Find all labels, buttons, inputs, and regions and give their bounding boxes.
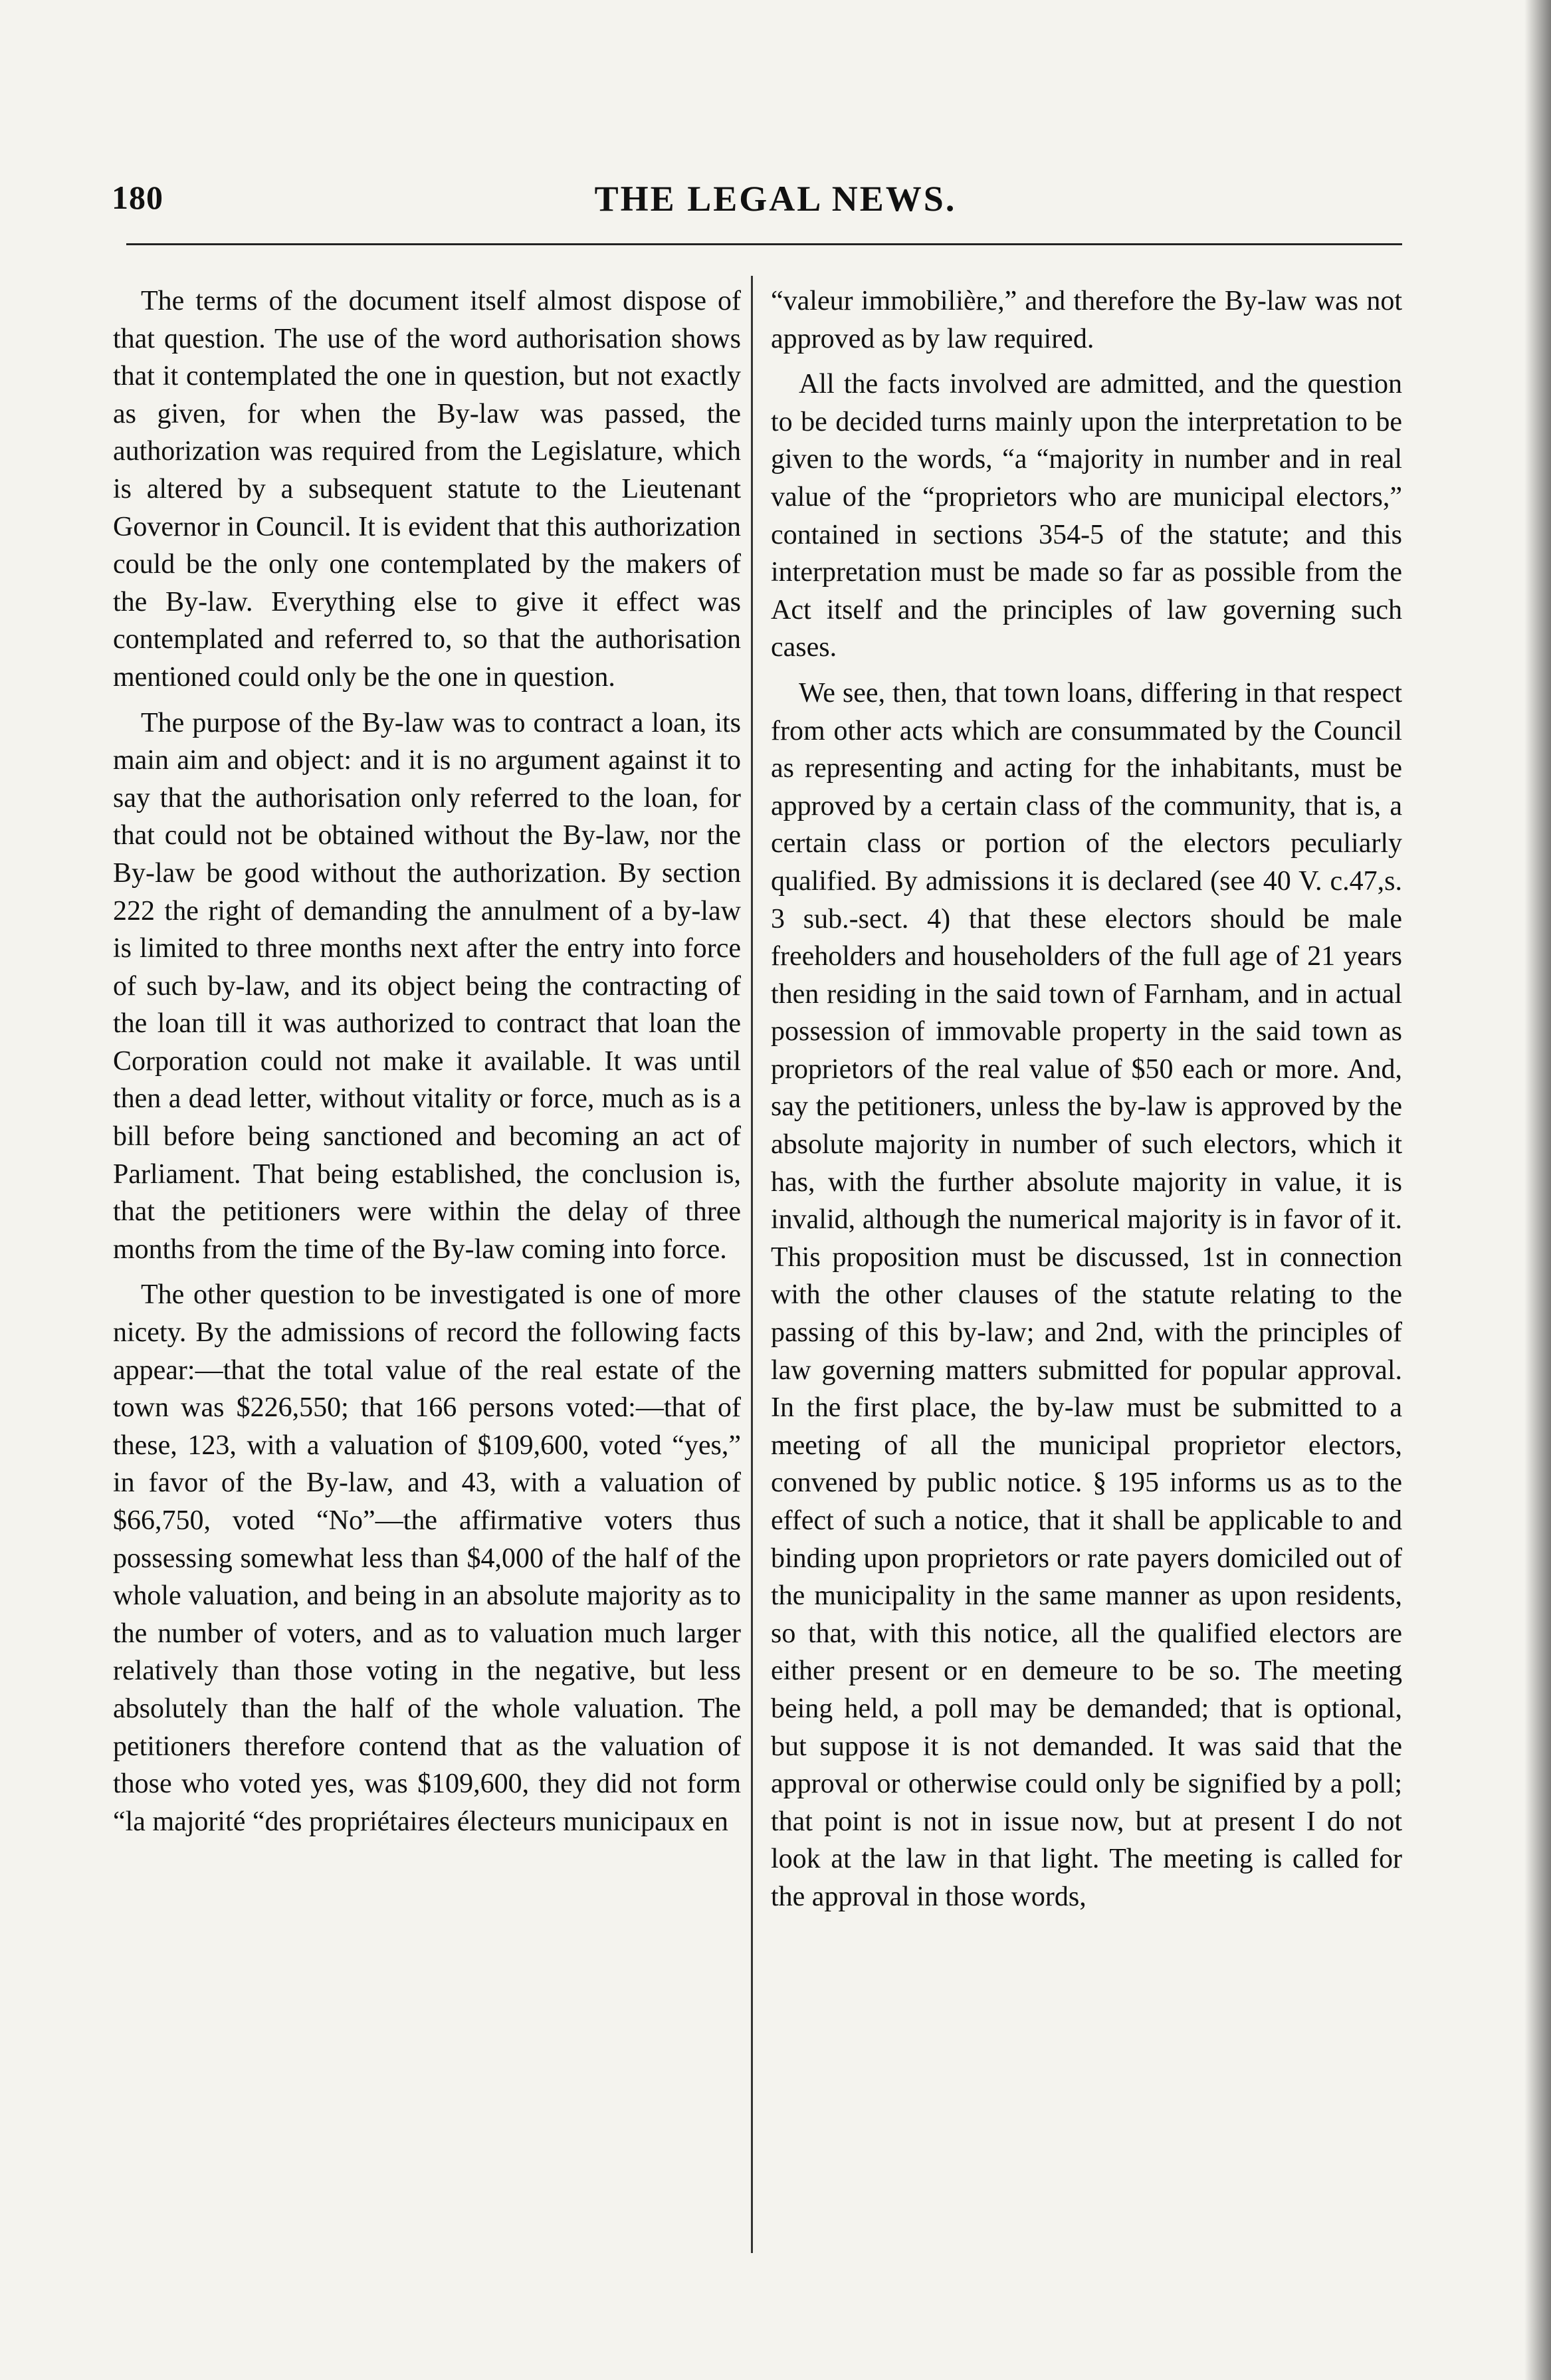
page-number: 180 [112, 179, 163, 216]
paragraph: The terms of the document itself almost dispose of that question. The use of the word authorisation shows that it contemplated the one in question, but not exactly as given, for when the By-law was passed, the authorization was required from the Legislature, which is altered by a subsequent statute to the Lieutenant Governor in Council. It is evident that this authorization could be the only one contemplated by the makers of the By-law. Everything else to give it effect was contemplated and referred to, so that the authorisation mentioned could only be the one in question. [113, 286, 741, 693]
paragraph: The other question to be investigated is one of more nicety. By the admissions of record the following facts appear:—that the total value of the real estate of the town was $226,550; that 166 persons voted:—that of these, 123, with a valuation of $109,600, voted “yes,” in favor of the By-law, and 43, with a valuation of $66,750, voted “No”—the affirmative voters thus possessing somewhat less than $4,000 of the half of the whole valuation, and being in an absolute majority as to the number of voters, and as to valuation much larger relatively than those voting in the negative, but less absolutely than the half of the whole valuation. The petitioners therefore contend that as the valuation of those who voted yes, was $109,600, they did not form “la majorité “des propriétaires électeurs municipaux en [113, 1279, 741, 1837]
header-rule [126, 243, 1402, 245]
paragraph: “valeur immobilière,” and therefore the By-law was not approved as by law required. [771, 286, 1402, 354]
paragraph: We see, then, that town loans, differing in that respect from other acts which are consummated by the Council as representing and acting for the inhabitants, must be approved by a certain class of the community, that is, a certain class or portion of the electors peculiarly qualified. By admissions it is declared (see 40 V. c.47,s. 3 sub.-sect. 4) that these electors should be male freeholders and householders of the full age of 21 years then residing in the said town of Farnham, and in actual possession of immovable property in the said town as proprietors of the real value of $50 each or more. And, say the petitioners, unless the by-law is approved by the absolute majority in number of such electors, which it has, with the further absolute majority in value, it is invalid, although the numerical majority is in favor of it. This proposition must be discussed, 1st in connection with the other clauses of the statute relating to the passing of this by-law; and 2nd, with the principles of law governing matters submitted for popular approval. In the first place, the by-law must be submitted to a meeting of all the municipal proprietor electors, convened by public notice. § 195 informs us as to the effect of such a notice, that it shall be applicable to and binding upon proprietors or rate payers domiciled out of the municipality in the same manner as upon residents, so that, with this notice, all the qualified electors are either present or en demeure to be so. The meeting being held, a poll may be demanded; that is optional, but suppose it is not demanded. It was said that the approval or otherwise could only be signified by a poll; that point is not in issue now, but at present I do not look at the law in that light. The meeting is called for the approval in those words, [771, 677, 1402, 1912]
left-column [113, 282, 741, 1840]
column-divider [751, 276, 753, 2253]
right-column [771, 282, 1402, 1916]
paragraph: The purpose of the By-law was to contract a loan, its main aim and object: and it is no argument against it to say that the authorisation only referred to the loan, for that could not be obtained without the By-law, nor the By-law be good without the authorization. By section 222 the right of demanding the annulment of a by-law is limited to three months next after the entry into force of such by-law, and its object being the contracting of the loan till it was authorized to contract that loan the Corporation could not make it available. It was until then a dead letter, without vitality or force, much as is a bill before being sanctioned and becoming an act of Parliament. That being established, the conclusion is, that the petitioners were within the delay of three months from the time of the By-law coming into force. [113, 707, 741, 1265]
page-edge-shadow [1524, 0, 1551, 2380]
paragraph: All the facts involved are admitted, and the question to be decided turns mainly upon the interpretation to be given to the words, “a “majority in number and in real value of the “proprietors who are municipal electors,” contained in sections 354-5 of the statute; and this interpretation must be made so far as possible from the Act itself and the principles of law governing such cases. [771, 369, 1402, 663]
running-title: THE LEGAL NEWS. [594, 179, 957, 219]
